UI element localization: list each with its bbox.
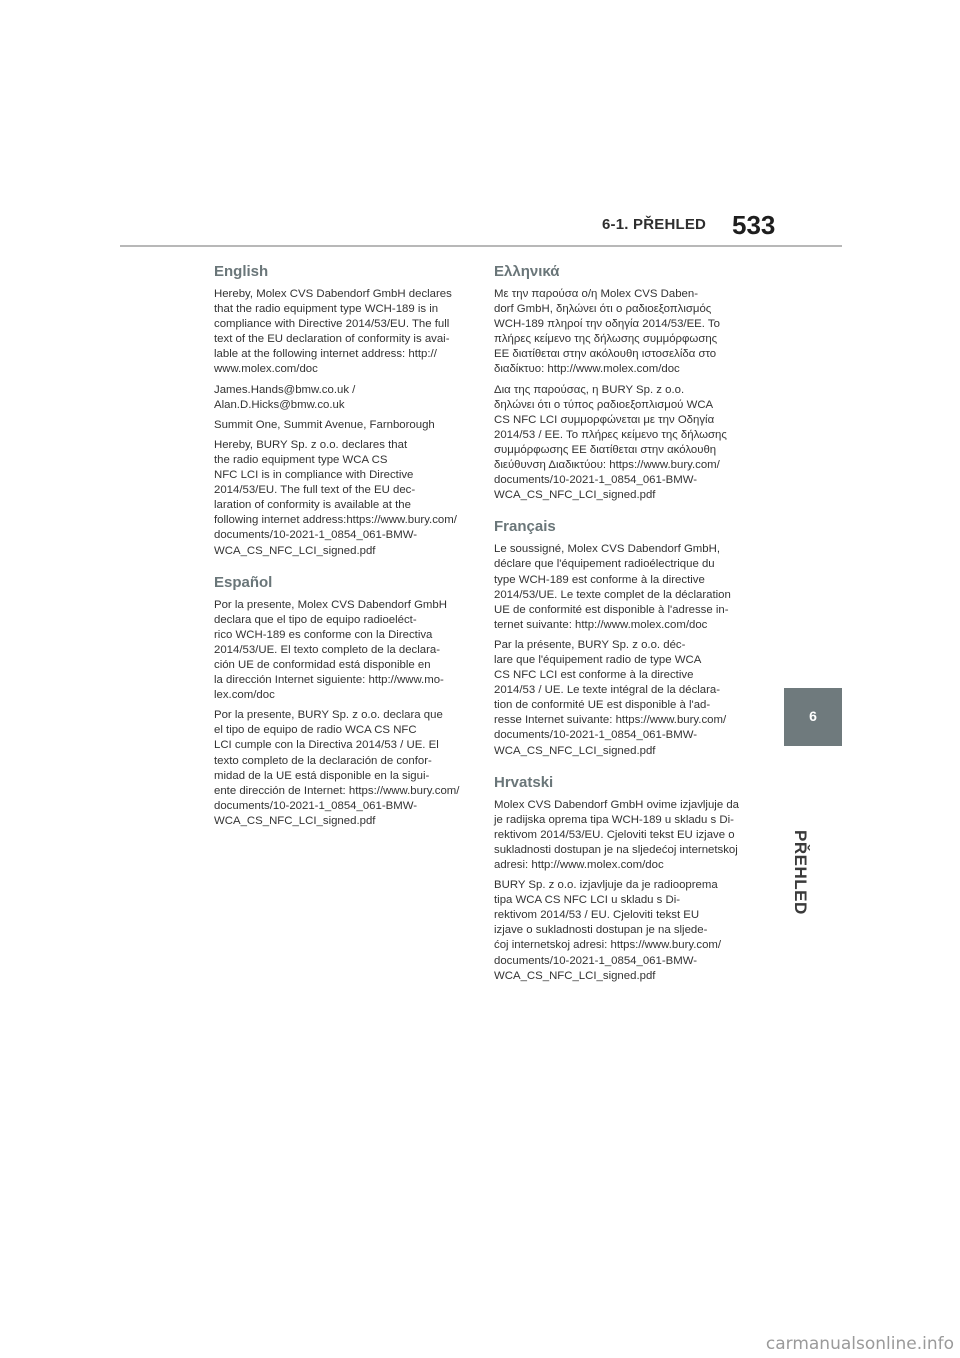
paragraph: Hereby, BURY Sp. z o.o. declares that the radio equipment type WCA CS NFC LCI is in compliance with Directive 2014/53/EU. The full text of the EU dec- laration of conformity is available at the following internet address:https://www.bury.com/ documents/10-2021-1_0854_061-BMW- WCA_CS_NFC_LCI_signed.pdf <box>214 438 457 557</box>
paragraph: Por la presente, BURY Sp. z o.o. declara que el tipo de equipo de radio WCA CS NFC LCI cumple con la Directiva 2014/53 / UE. El texto completo de la declaración de confor- midad de la UE está disponible en la sigui- ente dirección de Internet: https://www.bury.com/ documents/10-2021-1_0854_061-BMW- WCA_CS_NFC_LCI_signed.pdf <box>214 709 460 827</box>
chapter-tab-number: 6 <box>809 708 817 724</box>
paragraph: BURY Sp. z o.o. izjavljuje da je radiooprema tipa WCA CS NFC LCI u skladu s Di- rektivom 2014/53 / EU. Cjeloviti tekst EU izjave o sukladnosti dostupan je na sljede- ćoj internetskoj adresi: https://www.bury.com/ documents/10-2021-1_0854_061-BMW- WCA_CS_NFC_LCI_signed.pdf <box>494 879 722 982</box>
chapter-side-label <box>786 758 810 915</box>
paragraph: Por la presente, Molex CVS Dabendorf GmbH declara que el tipo de equipo radioeléct- rico WCH-189 es conforme con la Directiva 2014/53/UE. El texto completo de la declara- ción UE de conformidad está disponible en la dirección Internet siguiente: http://www.mo- lex.com/doc <box>214 598 447 702</box>
left-column <box>214 261 470 842</box>
paragraph: Hereby, Molex CVS Dabendorf GmbH declares that the radio equipment type WCH-189 is in compliance with Directive 2014/53/EU. The full text of the EU declaration of conformity is avai- lable at the following internet address: http:// www.molex.com/doc <box>214 288 452 376</box>
paragraph: Le soussigné, Molex CVS Dabendorf GmbH, déclare que l'équipement radioélectrique du type WCH-189 est conforme à la directive 2014/53/UE. Le texte complet de la déclaration UE de conformité est disponible à l'adresse in- ternet suivante: http://www.molex.com/doc <box>494 543 731 631</box>
header-divider <box>120 245 842 247</box>
paragraph: Par la présente, BURY Sp. z o.o. déc- lare que l'équipement radio de type WCA CS NFC LCI est conforme à la directive 2014/53 / UE. Le texte intégral de la déclara- tion de conformité UE est disponible à l'ad- resse Internet suivante: https://www.bury.com/ documents/10-2021-1_0854_061-BMW- WCA_CS_NFC_LCI_signed.pdf <box>494 638 727 757</box>
section-greek <box>494 261 750 503</box>
section-heading: Ελληνικά <box>494 263 560 280</box>
right-column <box>494 261 750 997</box>
paragraph: James.Hands@bmw.co.uk / Alan.D.Hicks@bmw.co.uk <box>214 383 356 411</box>
page-number: 533 <box>732 210 776 240</box>
section-english <box>214 261 470 559</box>
section-heading: Español <box>214 573 273 591</box>
chapter-title: 6-1. PŘEHLED <box>602 216 707 233</box>
section-francais <box>494 516 750 758</box>
paragraph: Molex CVS Dabendorf GmbH ovime izjavljuje da je radijska oprema tipa WCH-189 u skladu s Di- rektivom 2014/53/EU. Cjeloviti tekst EU izjave o sukladnosti dostupan je na sljedećoj internetskoj adresi: http://www.molex.com/doc <box>494 798 739 871</box>
paragraph: Δια της παρούσας, η BURY Sp. z o.o. δηλώνει ότι ο τύπος ραδιοεξοπλισμού WCA CS NFC LCI συμμορφώνεται με την Οδηγία 2014/53 / ΕΕ. Το πλήρες κείμενο της δήλωσης συμμόρφωσης ΕΕ διατίθεται στην ακόλουθη διεύθυνση Διαδικτύου: https://www.bury.com/ documents/10-2021-1_0854_061-BMW- WCA_CS_NFC_LCI_signed.pdf <box>494 383 727 502</box>
watermark[interactable]: carmanualsonline.info <box>765 1334 954 1354</box>
chapter-side-label-text: PŘEHLED <box>791 830 810 915</box>
paragraph: Με την παρούσα ο/η Molex CVS Daben- dorf GmbH, δηλώνει ότι ο ραδιοεξοπλισμός WCH-189 πληροί την οδηγία 2014/53/ΕΕ. Το πλήρες κείμενο της δήλωσης συμμόρφωσης ΕΕ διατίθεται στην ακόλουθη ιστοσελίδα στο διαδίκτυο: http://www.molex.com/doc <box>494 288 720 376</box>
section-heading: Français <box>494 518 556 536</box>
section-espanol <box>214 572 470 829</box>
section-heading: English <box>214 263 269 280</box>
chapter-tab[interactable] <box>784 688 842 746</box>
section-hrvatski <box>494 772 750 984</box>
section-heading: Hrvatski <box>494 773 554 791</box>
paragraph: Summit One, Summit Avenue, Farnborough <box>214 418 435 431</box>
